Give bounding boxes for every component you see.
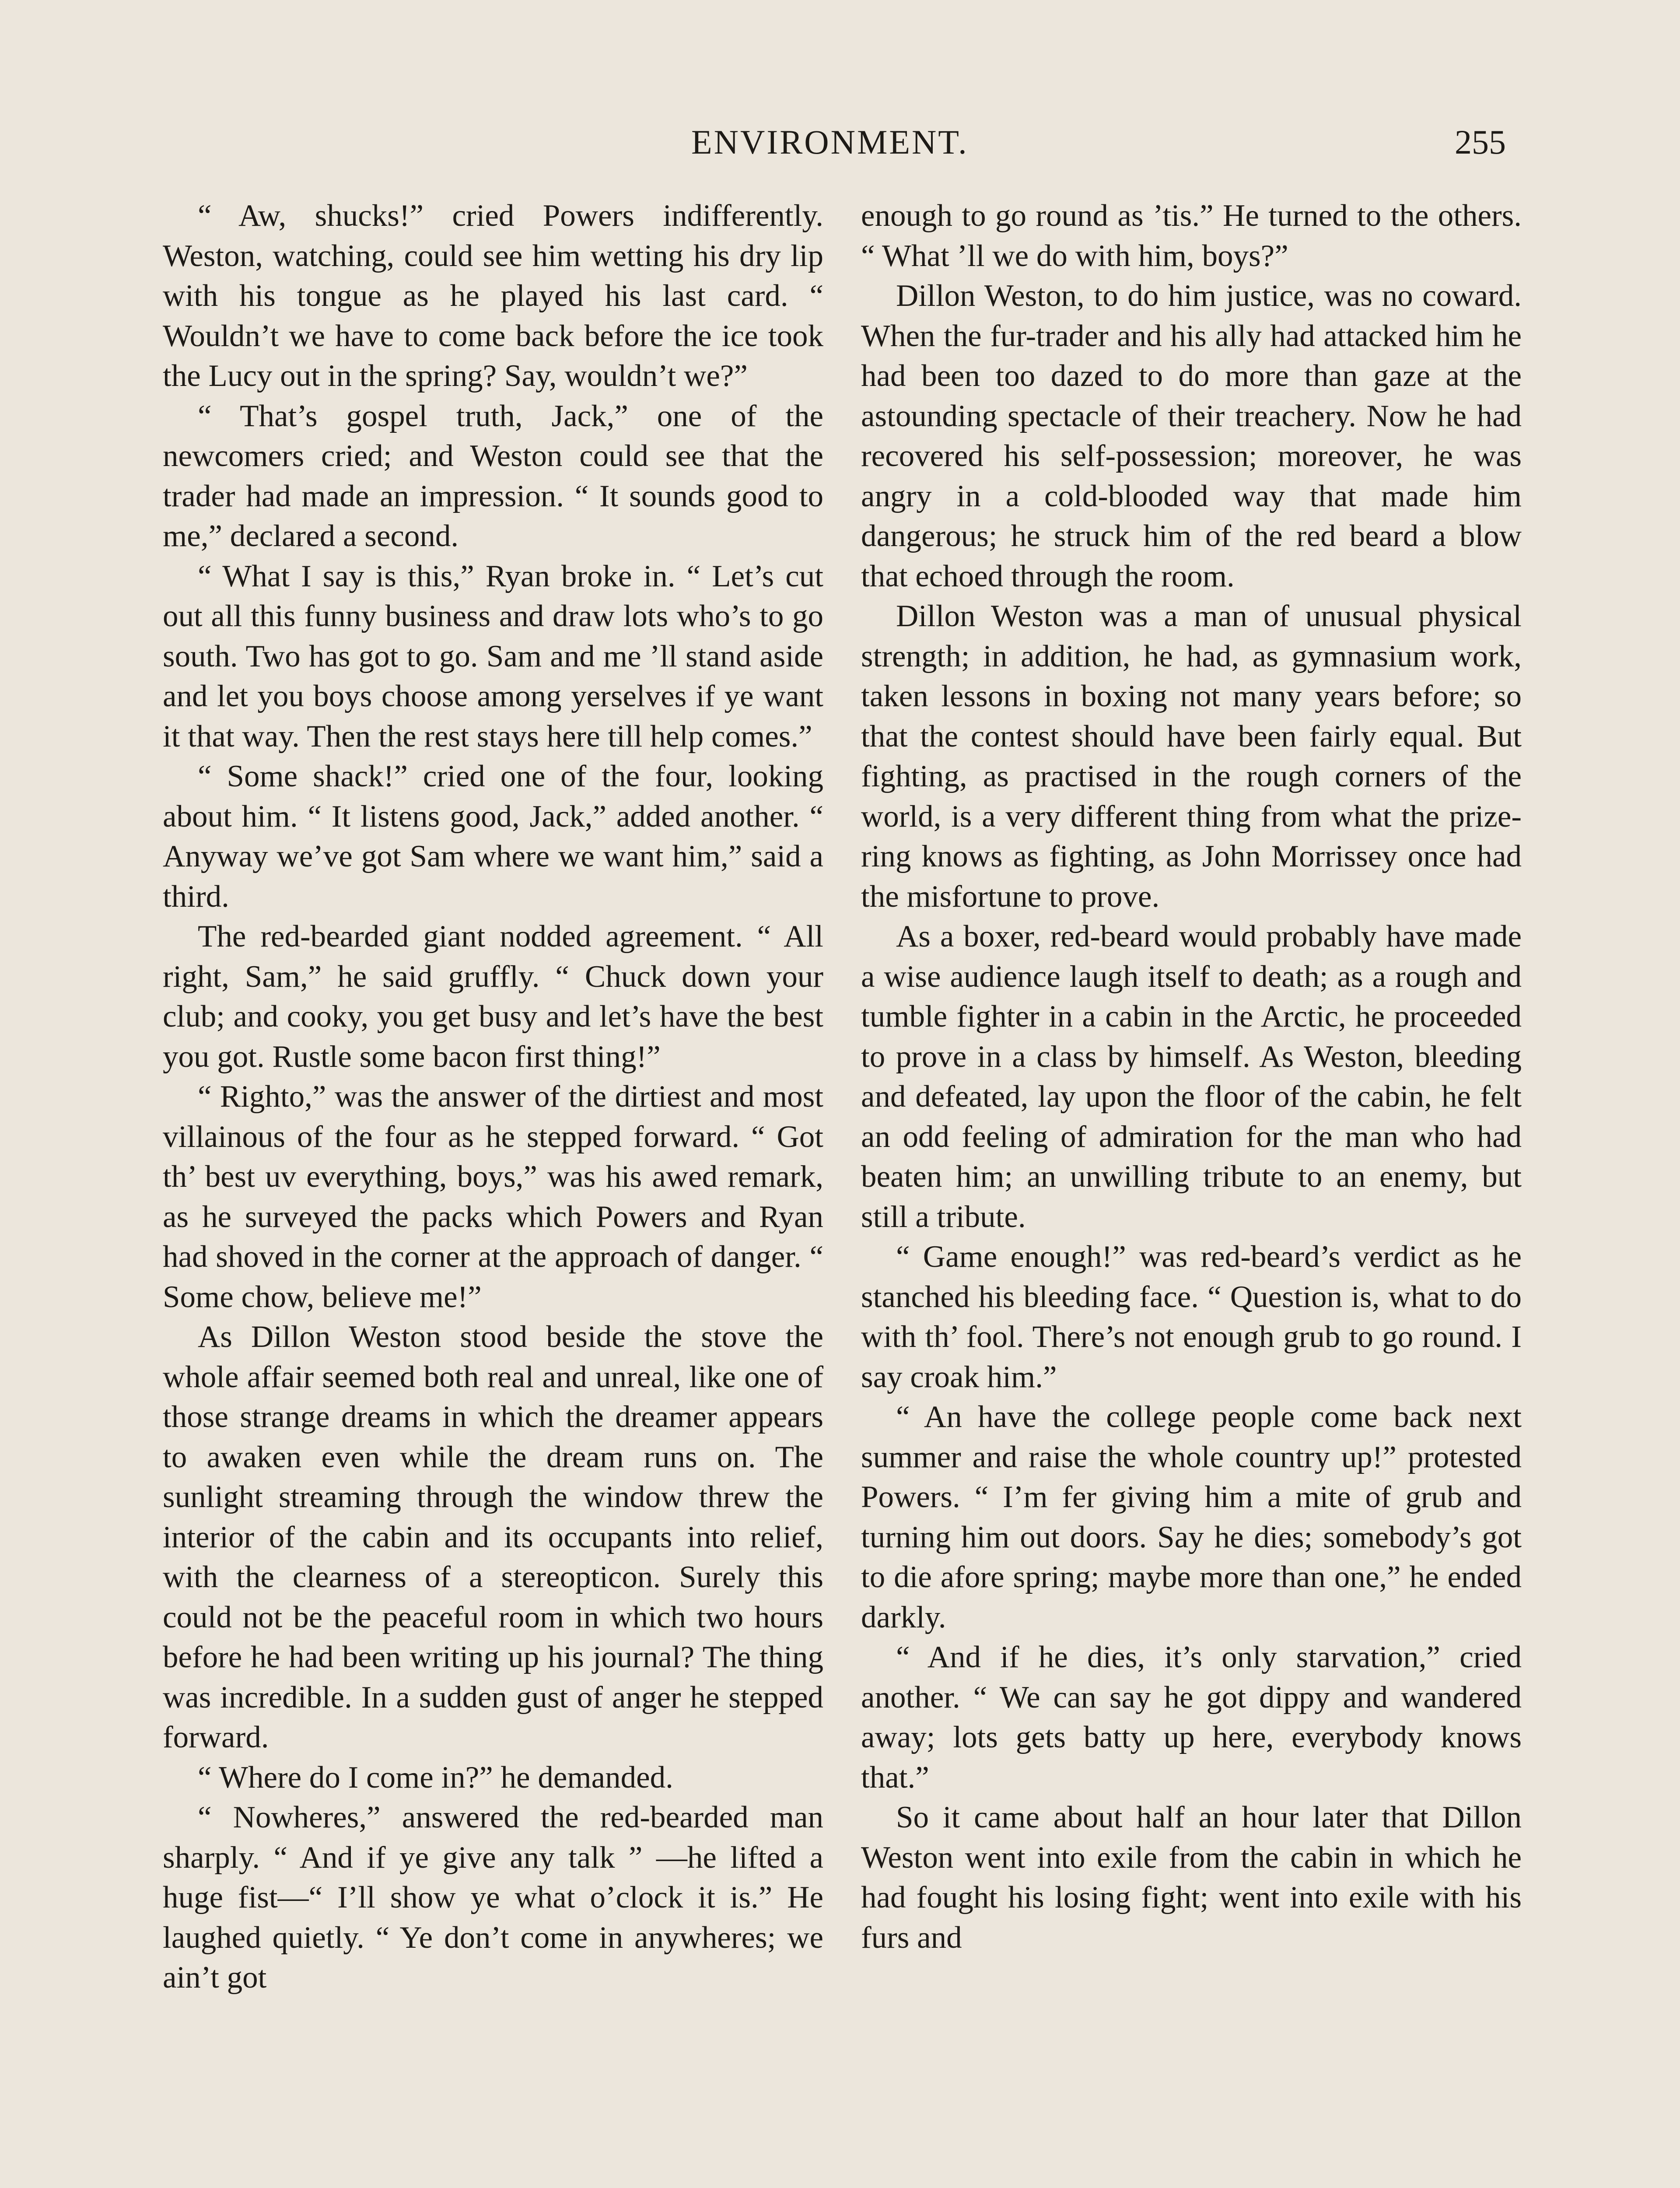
paragraph: “ Where do I come in?” he demanded.	[198, 1760, 673, 1795]
paragraph: “ Righto,” was the answer of the dirtiest and most villainous of the four as he stepped forward. “ Got th’ best uv everything, boys,” was his awed remark, as he surveyed the packs which Powers and Ryan had shoved in the corner at the approach of danger. “ Some chow, believe me!”	[163, 1080, 823, 1314]
right-column	[861, 196, 1522, 1958]
paragraph: So it came about half an hour later that Dillon Weston went into exile from the cabin in which he had fought his losing fight; went into exile with his furs and	[861, 1800, 1522, 1955]
paragraph: “ And if he dies, it’s only starvation,” cried another. “ We can say he got dippy and wandered away; lots gets batty up here, everybody knows that.”	[861, 1640, 1522, 1795]
left-column	[163, 196, 823, 1998]
paragraph: As Dillon Weston stood beside the stove the whole affair seemed both real and unreal, like one of those strange dreams in which the dreamer appears to awaken even while the dream runs on. The sunlight streaming through the window threw the interior of the cabin and its occupants into relief, with the clearness of a stereopticon. Surely this could not be the peaceful room in which two hours before he had been writing up his journal? The thing was incredible. In a sudden gust of anger he stepped forward.	[163, 1320, 823, 1754]
paragraph: “ An have the college people come back next summer and raise the whole country up!” protested Powers. “ I’m fer giving him a mite of grub and turning him out doors. Say he dies; somebody’s got to die afore spring; maybe more than one,” he ended darkly.	[861, 1400, 1522, 1634]
paragraph: “ Aw, shucks!” cried Powers indifferently. Weston, watching, could see him wetting his dry lip with his tongue as he played his last card. “ Wouldn’t we have to come back before the ice took the Lucy out in the spring? Say, wouldn’t we?”	[163, 199, 823, 393]
paragraph: As a boxer, red-beard would probably have made a wise audience laugh itself to death; as a rough and tumble fighter in a cabin in the Arctic, he proceeded to prove in a class by himself. As Weston, bleeding and defeated, lay upon the floor of the cabin, he felt an odd feeling of admiration for the man who had beaten him; an unwilling tribute to an enemy, but still a tribute.	[861, 919, 1522, 1234]
page-number: 255	[1455, 123, 1506, 161]
chapter-title: ENVIRONMENT.	[691, 123, 969, 161]
paragraph: The red-bearded giant nodded agreement. “ All right, Sam,” he said gruffly. “ Chuck down your club; and cooky, you get busy and let’s have the best you got. Rustle some bacon first thing!”	[163, 919, 823, 1074]
paragraph: “ Game enough!” was red-beard’s verdict as he stanched his bleeding face. “ Question is, what to do with th’ fool. There’s not enough grub to go round. I say croak him.”	[861, 1240, 1522, 1394]
running-head	[0, 118, 1680, 166]
paragraph: Dillon Weston, to do him justice, was no coward. When the fur-trader and his ally had attacked him he had been too dazed to do more than gaze at the astounding spectacle of their treachery. Now he had recovered his self-possession; moreover, he was angry in a cold-blooded way that made him dangerous; he struck him of the red beard a blow that echoed through the room.	[861, 279, 1522, 593]
paragraph: Dillon Weston was a man of unusual physical strength; in addition, he had, as gymnasium work, taken lessons in boxing not many years before; so that the contest should have been fairly equal. But fighting, as practised in the rough corners of the world, is a very different thing from what the prize-ring knows as fighting, as John Morrissey once had the misfortune to prove.	[861, 599, 1522, 914]
paragraph: “ What I say is this,” Ryan broke in. “ Let’s cut out all this funny business and draw lots who’s to go south. Two has got to go. Sam and me ’ll stand aside and let you boys choose among yerselves if ye want it that way. Then the rest stays here till help comes.”	[163, 559, 823, 754]
paragraph: “ Some shack!” cried one of the four, looking about him. “ It listens good, Jack,” added another. “ Anyway we’ve got Sam where we want him,” said a third.	[163, 759, 823, 914]
paragraph: “ That’s gospel truth, Jack,” one of the newcomers cried; and Weston could see that the trader had made an impression. “ It sounds good to me,” declared a second.	[163, 399, 823, 553]
paragraph: “ Nowheres,” answered the red-bearded man sharply. “ And if ye give any talk ” —he lifted a huge fist—“ I’ll show ye what o’clock it is.” He laughed quietly. “ Ye don’t come in anywheres; we ain’t got	[163, 1800, 823, 1995]
paragraph-continuation: enough to go round as ’tis.” He turned to the others. “ What ’ll we do with him, boys?”	[861, 199, 1522, 273]
